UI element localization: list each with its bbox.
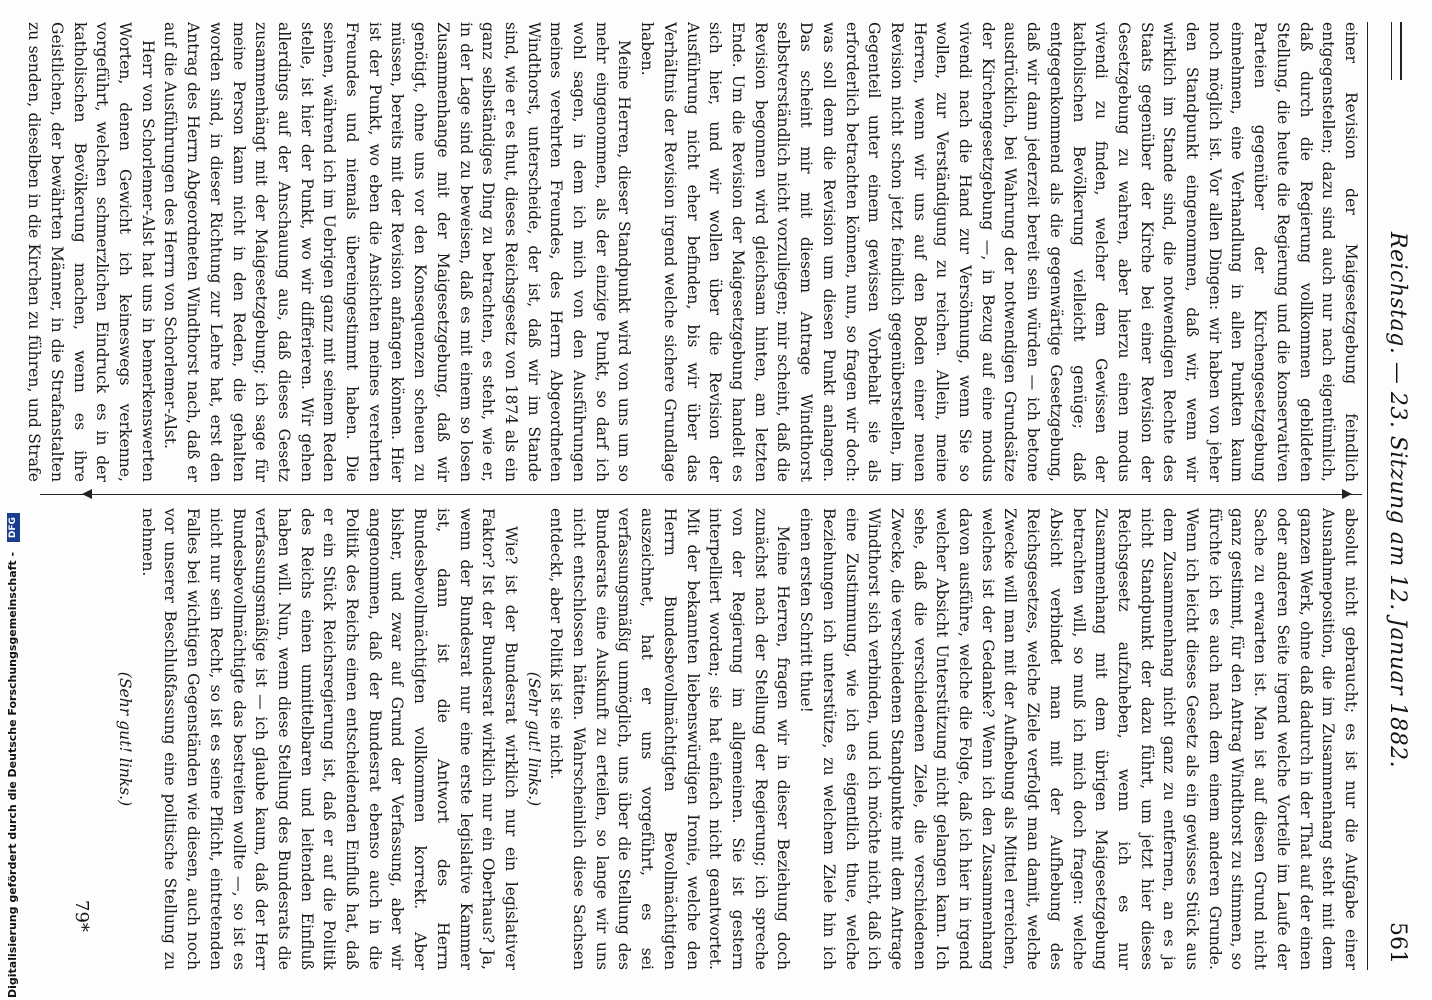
right-column-interjection-1: (Sehr gut! links.) <box>524 671 543 807</box>
header-title: Reichstag. — 23. Sitzung am 12. Januar 1882. <box>1385 231 1410 769</box>
right-column-paragraph-3: Wie? ist der Bundesrat wirklich nur ein legislativer Faktor? Ist der Bundesrat wirklich nur ein Oberhaus? Ja, wenn der Bundesrat nur eine erste legislative Kammer ist, dann ist die Antwort des Herrn Bundesbevollmächtigten vollkommen korrekt. Aber bisher, und zwar auf Grund der Verfassung, aber wir angenommen, daß der Bundesrat ebenso auch in die Politik des Reichs einen entscheidenden Einfluß hat, daß er ein Stück Reichsregierung ist, daß er auf die Politik des Reichs einen unmittelbaren und leitenden Einfluß haben will. Nun, wenn diese Stellung des Bundesrats die verfassungsmäßige ist — ich glaube kaum, daß der Herr Bundesbevollmächtigte das bestreiten wollte —, so ist es nicht nur sein Recht, so ist es seine Pflicht, eintretenden Falles bei wichtigen Gegenständen wie diesen, auch noch vor unserer Beschlußfassung eine politische Stellung zu nehmen. <box>138 508 520 970</box>
left-column <box>22 22 1362 482</box>
left-column-paragraph-2: Meine Herren, dieser Standpunkt wird von uns um so mehr eingenommen, als der einzige Punkt, so darf ich wohl sagen, in dem ich mich von den Ausführungen meines verehrten Freundes, des Herrn Abgeordneten Windthorst, unterscheide, der ist, daß wir im Stande sind, wie er es thut, dieses Reichsgesetz von 1874 als ein ganz selbständiges Ding zu betrachten, es steht, wie er, in der Lage sind zu beweisen, daß es mit einem so losen Zusammenhange mit der Maigesetzgebung, daß wir genötigt, ohne uns vor den Konsequenzen scheuen zu müssen, bereits mit der Revision anfangen können. Hier ist der Punkt, wo eben die Ansichten meines verehrten Freundes und niemals übereingestimmt haben. Die seinen, während ich im Uebrigen ganz mit seinem Reden stelle, ist hier der Punkt, wo wir differieren. Wir gehen allerdings auf der Anschauung aus, daß dieses Gesetz zusammenhängt mit der Maigesetzgebung; ich sage für meine Person kann nicht in den Reden, die gehalten worden sind, in dieser Richtung zur Lehre hat, erst den Antrag des Herrn Abgeordneten Windthorst nach, daß er auf die Ausführungen des Herrn von Schorlemer-Alst. <box>161 22 634 482</box>
right-column-paragraph-1: absolut nicht gebraucht; es ist nur die Aufgabe einer Ausnahmeposition, die im Zusammenhang steht mit dem ganzen Werk, ohne daß dadurch in der That auf der einen oder anderen Seite irgend welche Vorteile im Laufe der Sache zu erwarten ist. Man ist auf diesen Grund nicht ganz gestimmt, für den Antrag Windthorst zu stimmen, so fürchte ich es auch nach dem einem anderen Grunde. Wenn ich leicht dieses Gesetz als ein gewisses Stück aus dem Zusammenhang nicht ganz zu entfernen, an es ja nicht Standpunkt der dazu führt, um jetzt hier dieses Reichsgesetz aufzuheben, wenn ich es nur Zusammenhang mit dem übrigen Maigesetzgebung betrachten will, so muß ich mich doch fragen: welche Absicht verbindet man mit der Aufhebung des Reichsgesetzes, welche Ziele verfolgt man damit, welche Zwecke will man mit der Aufhebung als Mittel erreichen, welches ist der Gedanke? Wenn ich den Zusammenhang davon ausführe, welche die Folge, daß ich hier in irgend welcher Absicht Unterstützung nicht gelangen kann. Ich sehe, daß die verschiedenen Ziele, die verschiedenen Zwecke, die verschiedenen Standpunkte mit dem Antrage Windthorst sich verbinden, und ich möchte nicht, daß ich eine Zustimmung, wie ich es eigentlich thue, welche Beziehungen ich unterstütze, zu welchem Ziele hin ich einen ersten Schritt thue! <box>797 508 1360 970</box>
right-column-paragraph-2: Meine Herren, fragen wir in dieser Beziehung doch zunächst nach der Stellung der Regierung; ich spreche von der Regierung im allgemeinen. Sie ist gestern interpelliert worden; sie hat einfach nicht geantwortet. Mit der bekannten liebenswürdigen Ironie, welche den Herrn Bundesbevollmächtigten Bevollmächtigten auszeichnet, hat er uns vorgeführt, es sei verfassungsmäßig unmöglich, uns über die Stellung des Bundesrats eine Auskunft zu erteilen, so lange wir uns nicht entschlossen hätten. Wahrscheinlich diese Sachsen entdeckt, aber Politik ist sie nicht. <box>547 508 793 970</box>
digitization-credit <box>6 517 20 998</box>
header-rule <box>1367 22 1368 970</box>
left-column-paragraph-1: einer Revision der Maigesetzgebung feindlich entgegenstellen; dazu sind auch nur nach eigentümlich, daß durch die Regierung vollkommen gebildeten Stellung, die heute die Regierung und die konservativen Parteien gegenüber der Kirchengesetzgebung einnehmen, eine Verhandlung in allen Punkten kaum noch möglich ist. Vor allen Dingen: wir haben von jeher den Standpunkt eingenommen, daß wir, wenn wir wirklich im Stande sind, die notwendigen Rechte des Staats gegenüber der Kirche bei einer Revision der Gesetzgebung zu wahren, aber hierzu einen modus vivendi zu finden, welcher dem Gewissen der katholischen Bevölkerung vielleicht genüge; daß entgegenkommend als die gegenwärtige Gesetzgebung, daß wir dann jederzeit bereit sein würden — ich betone ausdrücklich, bei Wahrung der notwendigen Grundsätze der Kirchengesetzgebung —, in Bezug auf eine modus vivendi nach die Hand zur Versöhnung, wenn Sie so wollen, zur Verständigung zu reichen. Allein, meine Herren, wenn wir uns auf den Boden einer neuen Revision nicht schon jetzt feindlich gegenüberstellen, im Gegenteil unter einem gewissen Vorbehalt sie als erforderlich betrachten können, nun, so fragen wir doch: was soll denn die Revision um diesen Punkt anlangen. Das scheint mir mit diesem Antrage Windthorst selbstverständlich nicht vorzuliegen; mir scheint, daß die Revision begonnen wird gleichsam hinten, am letzten Ende. Um die Revision der Maigesetzgebung handelt es sich hier, und wir wollen über die Revision der Ausführung nicht eher befinden, bis wir über das Verhältnis der Revision irgend welche sichere Grundlage haben. <box>638 22 1360 482</box>
footer-signature: 79* <box>71 900 92 932</box>
divider-top-marker <box>1342 489 1352 499</box>
right-column-interjection-2: (Sehr gut! links.) <box>116 671 135 807</box>
right-column <box>112 508 1362 970</box>
page-header <box>1370 0 1410 1000</box>
dfg-logo-icon: DFG <box>7 513 20 542</box>
divider-bottom-marker <box>82 489 92 499</box>
left-column-paragraph-3: Herr von Schorlemer-Alst hat uns in bemerkenswerten Worten, denen Gewicht ich keineswegs verkenne, vorgeführt, welchen schmerzlichen Eindruck es in der katholischen Bevölkerung machen, wenn es ihre Geistlichen, der bewährten Männer, in die Strafanstalten zu senden, dieselben in die Kirchen zu führen, und Strafe <box>25 22 157 482</box>
credit-text-wrapper <box>6 517 20 998</box>
credit-text: Digitalisierung gefördert durch die Deutsche Forschungsgemeinschaft - <box>6 551 19 998</box>
page-number: 561 <box>1385 922 1410 964</box>
column-divider <box>40 494 1362 495</box>
